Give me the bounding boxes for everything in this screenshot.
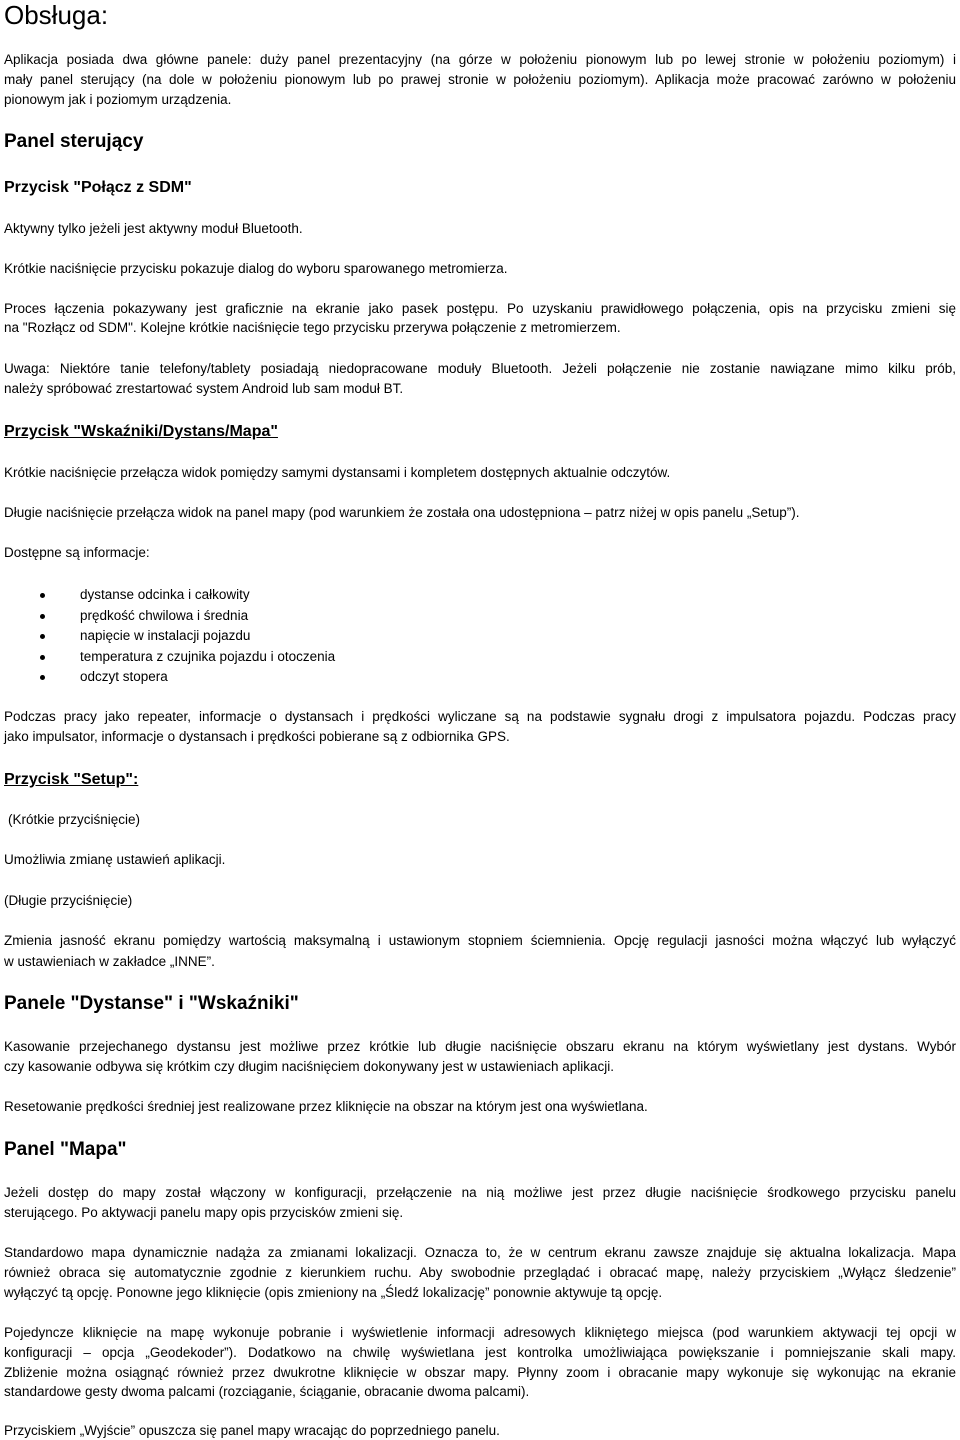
wskazniki-paragraph-4-line-1: Podczas pracy jako repeater, informacje o dystansach i prędkości wyliczane są na podstawie sygnału drogi z impulsatora pojazdu. Podczas pracy	[4, 709, 956, 724]
list-item-text: prędkość chwilowa i średnia	[80, 608, 249, 623]
mapa-paragraph-2-line-2: również obraca się automatycznie zgodnie z kierunkiem ruchu. Aby swobodnie przeglądać i obracać mapę, należy przyciskiem „Wyłącz śledzenie”	[4, 1265, 956, 1280]
setup-short-press-desc: Umożliwia zmianę ustawień aplikacji.	[4, 852, 226, 867]
list-item-text: odczyt stopera	[80, 669, 168, 684]
mapa-paragraph-3-line-3: Zbliżenie można osiągnąć również przez dwukrotne kliknięcie w obszar mapy. Płynny zoom i obracanie mapy wykonuje się wykonując na ekranie	[4, 1365, 956, 1380]
sdm-warning-line-2: należy spróbować zrestartować system Android lub sam moduł BT.	[4, 381, 404, 396]
mapa-paragraph-3-line-1: Pojedyncze kliknięcie na mapę wykonuje pobranie i wyświetlenie informacji adresowych klikniętego miejsca (pod warunkiem aktywacji tej opcji w	[4, 1325, 956, 1340]
setup-short-press: (Krótkie przyciśnięcie)	[8, 812, 141, 827]
mapa-paragraph-1-line-2: sterującego. Po aktywacji panelu mapy opis przycisków zmieni się.	[4, 1205, 404, 1220]
bullet-icon	[40, 634, 45, 639]
wskazniki-paragraph-3: Dostępne są informacje:	[4, 545, 150, 560]
intro-line-2: mały panel sterujący (na dole w położeniu pionowym lub po prawej stronie w położeniu poziomym). Aplikacja może pracować zarówno w położeniu	[4, 72, 956, 87]
setup-long-press: (Długie przyciśnięcie)	[4, 893, 133, 908]
bullet-icon	[40, 675, 45, 680]
mapa-paragraph-2-line-3: wyłączyć tą opcję. Ponowne jego kliknięcie (opis zmieniony na „Śledź lokalizację” ponownie aktywuje tą opcję.	[4, 1285, 663, 1300]
bullet-icon	[40, 593, 45, 598]
heading-panel-sterujacy: Panel sterujący	[4, 131, 144, 152]
mapa-paragraph-4: Przyciskiem „Wyjście” opuszcza się panel mapy wracając do poprzedniego panelu.	[4, 1423, 500, 1438]
mapa-paragraph-2-line-1: Standardowo mapa dynamicznie nadąża za zmianami lokalizacji. Oznacza to, że w centrum ekranu zawsze znajduje się aktualna lokalizacja. Mapa	[4, 1245, 956, 1260]
sdm-paragraph-2: Krótkie naciśnięcie przycisku pokazuje dialog do wyboru sparowanego metromierza.	[4, 261, 508, 276]
setup-long-press-desc-line-2: w ustawieniach w zakładce „INNE”.	[4, 954, 215, 969]
wskazniki-paragraph-4-line-2: jako impulsator, informacje o dystansach i prędkości pobierane są z odbiornika GPS.	[4, 729, 510, 744]
dystanse-paragraph-1-line-2: czy kasowanie odbywa się krótkim czy długim naciśnięciem dokonywany jest w ustawieniach aplikacji.	[4, 1059, 615, 1074]
intro-line-3: pionowym jak i poziomym urządzenia.	[4, 92, 232, 107]
heading-przycisk-wskazniki: Przycisk "Wskaźniki/Dystans/Mapa"	[4, 423, 278, 440]
mapa-paragraph-3-line-2: konfiguracji – opcja „Geodekoder”). Dodatkowo na chwilę wyświetlana jest kontrolka umożliwiająca powiększanie i pomniejszanie skali mapy.	[4, 1345, 956, 1360]
dystanse-paragraph-1-line-1: Kasowanie przejechanego dystansu jest możliwe przez krótkie lub długie naciśnięcie obszaru ekranu na którym wyświetlany jest dystans. Wybór	[4, 1039, 956, 1054]
heading-przycisk-polacz-sdm: Przycisk "Połącz z SDM"	[4, 179, 192, 196]
bullet-icon	[40, 614, 45, 619]
mapa-paragraph-3-line-4: standardowe gesty dwoma palcami (rozciąganie, ściąganie, obracanie dwoma palcami).	[4, 1384, 530, 1399]
heading-panele-dystanse: Panele "Dystanse" i "Wskaźniki"	[4, 993, 299, 1014]
dystanse-paragraph-2: Resetowanie prędkości średniej jest realizowane przez kliknięcie na obszar na którym jest ona wyświetlana.	[4, 1099, 648, 1114]
bullet-icon	[40, 655, 45, 660]
setup-long-press-desc-line-1: Zmienia jasność ekranu pomiędzy wartością maksymalną i ustawionym stopniem ściemnienia. Opcję regulacji jasności można włączyć lub wyłączyć	[4, 933, 956, 948]
heading-panel-mapa: Panel "Mapa"	[4, 1139, 127, 1160]
list-item-text: dystanse odcinka i całkowity	[80, 587, 250, 602]
wskazniki-paragraph-1: Krótkie naciśnięcie przełącza widok pomiędzy samymi dystansami i kompletem dostępnych aktualnie odczytów.	[4, 465, 671, 480]
sdm-paragraph-3-line-2: na "Rozłącz od SDM". Kolejne krótkie naciśnięcie tego przycisku przerywa połączenie z metromierzem.	[4, 320, 621, 335]
sdm-paragraph-1: Aktywny tylko jeżeli jest aktywny moduł Bluetooth.	[4, 221, 303, 236]
list-item-text: napięcie w instalacji pojazdu	[80, 628, 251, 643]
heading-przycisk-setup: Przycisk "Setup":	[4, 771, 139, 788]
wskazniki-paragraph-2: Długie naciśnięcie przełącza widok na panel mapy (pod warunkiem że została ona udostępniona – patrz niżej w opis panelu „Setup”).	[4, 505, 800, 520]
intro-line-1: Aplikacja posiada dwa główne panele: duży panel prezentacyjny (na górze w położeniu pionowym lub po lewej stronie w położeniu poziomym) i	[4, 52, 956, 67]
sdm-paragraph-3-line-1: Proces łączenia pokazywany jest graficznie na ekranie jako pasek postępu. Po uzyskaniu prawidłowego połączenia, opis na przycisku zmieni się	[4, 301, 956, 316]
page-title: Obsługa:	[4, 0, 109, 30]
mapa-paragraph-1-line-1: Jeżeli dostęp do mapy został włączony w konfiguracji, przełączenie na nią możliwe jest przez długie naciśnięcie środkowego przycisku panelu	[4, 1185, 956, 1200]
sdm-warning-line-1: Uwaga: Niektóre tanie telefony/tablety posiadają niedopracowane moduły Bluetooth. Jeżeli połączenie nie zostanie nawiązane mimo kilku prób,	[4, 361, 956, 376]
list-item-text: temperatura z czujnika pojazdu i otoczenia	[80, 649, 336, 664]
